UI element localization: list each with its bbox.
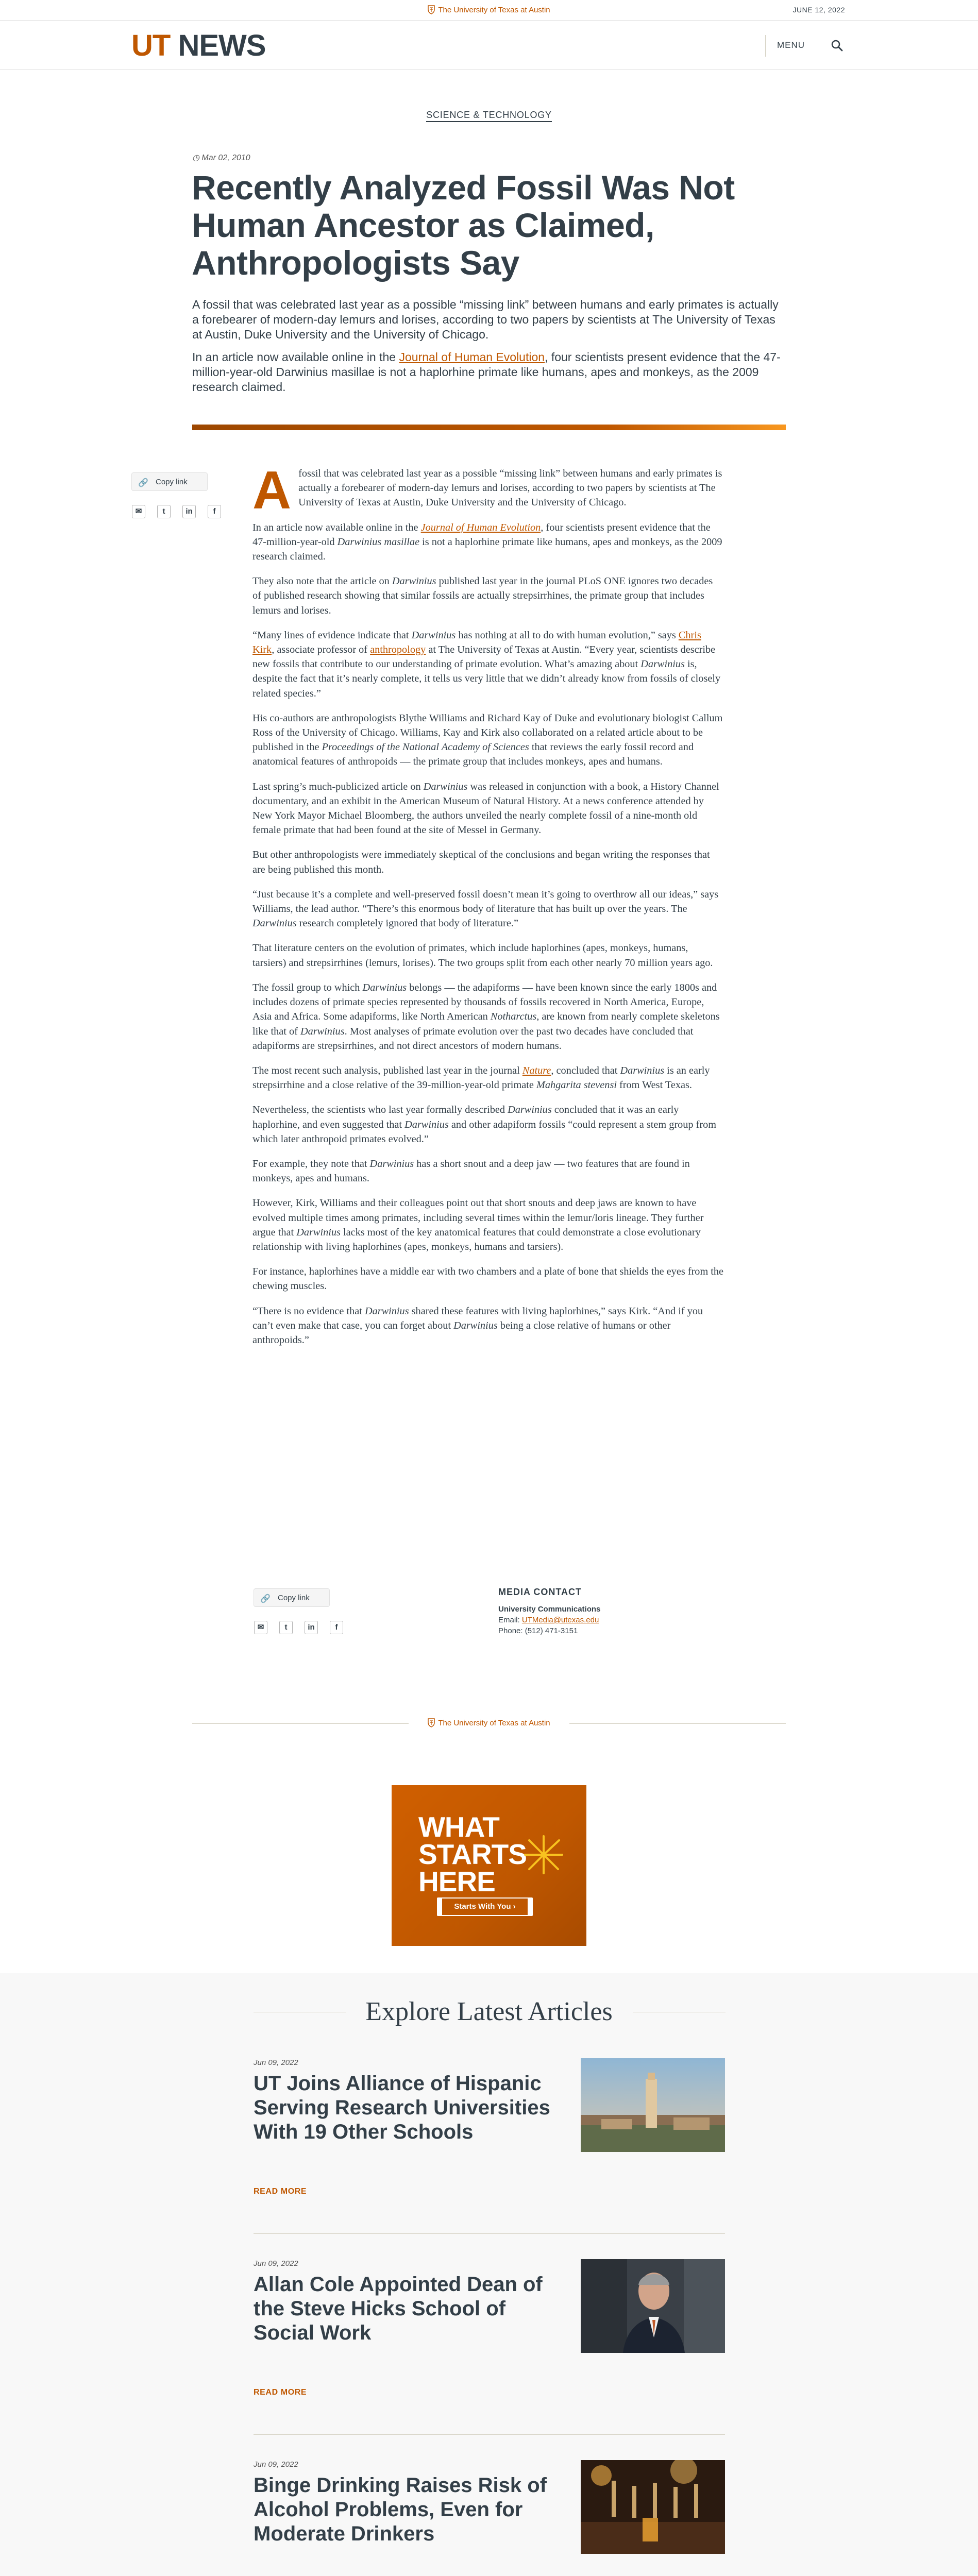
link-icon: 🔗	[260, 1595, 271, 1603]
text: from West Texas.	[616, 1079, 692, 1091]
text: , concluded that	[551, 1064, 620, 1076]
article-lede: A fossil that was celebrated last year as a possible “missing link” between humans and early primates is actually a forebearer of modern-day lemurs and lorises, according to two papers by scientists at The University of Texas at Austin, Duke University and the University of Chicago.	[192, 298, 779, 341]
body-paragraph	[252, 461, 724, 520]
ad-button[interactable]	[437, 1897, 533, 1916]
media-contact-email	[498, 1615, 715, 1625]
media-contact-phone: Phone: (512) 471-3151	[498, 1626, 578, 1635]
text: Darwinius	[620, 1064, 665, 1076]
text: Darwinius	[508, 1104, 552, 1116]
article-card[interactable]	[254, 2259, 725, 2429]
text: lacks most of the key anatomical features that could demonstrate a close evolutionary relationship with living haplorhines (apes, monkeys, humans and tarsiers).	[252, 1226, 701, 1252]
link-icon: 🔗	[138, 479, 148, 487]
text: Darwinius	[296, 1226, 341, 1238]
text: Darwinius	[392, 575, 436, 587]
body-paragraph: That literature centers on the evolution of primates, which include haplorhines (apes, monkeys, humans, tarsiers) and strepsirrhines (lemurs, lorises). The two groups split from each other nearly 70 million years ago.	[252, 942, 713, 969]
text: has nothing at all to do with human evolution,” says	[456, 629, 679, 641]
text: Darwinius	[423, 781, 468, 792]
lede-text-a: In an article now available online in the	[192, 350, 399, 364]
text: Darwinius	[369, 1158, 414, 1170]
copy-link-label: Copy link	[156, 478, 188, 486]
text: has a short snout and a deep jaw — two features that are found in monkeys, apes and humans.	[252, 1158, 690, 1184]
text: was released in conjunction with a book, a History Channel documentary, and an exhibit in the American Museum of Natural History. At a news conference attended by New York Mayor Michael Bloomberg, the authors unveiled the nearly complete fossil of a nine-month old female primate that had been found at the site of Messel in Germany.	[252, 781, 719, 836]
text: Darwinius	[453, 1319, 498, 1331]
card-date: Jun 09, 2022	[254, 2058, 298, 2067]
text: belongs — the adapiforms — have been known since the early 1800s and includes dozens of primate species represented by thousands of fossils recovered in North America, Europe, Asia and Africa. Some adapiforms, like North American	[252, 981, 717, 1023]
card-title[interactable]: Allan Cole Appointed Dean of the Steve Hicks School of Social Work	[254, 2273, 543, 2344]
card-divider	[254, 2233, 725, 2234]
card-title[interactable]: UT Joins Alliance of Hispanic Serving Research Universities With 19 Other Schools	[254, 2072, 550, 2143]
article-date	[192, 152, 250, 163]
media-contact-title: MEDIA CONTACT	[498, 1587, 582, 1597]
article-body	[252, 461, 724, 1358]
category-link[interactable]	[0, 110, 978, 121]
text: Last spring’s much-publicized article on	[252, 781, 424, 792]
text: , four scientists present evidence that the 47-million-year-old	[252, 521, 711, 548]
linkedin-share-icon[interactable]: in	[305, 1621, 318, 1634]
ad-line1: WHAT	[418, 1811, 499, 1843]
text: is an early strepsirrhine and a close relative of the 39-million-year-old primate	[252, 1064, 710, 1091]
text: , are known from nearly complete skeletons like that of	[252, 1011, 720, 1037]
portrait-image	[581, 2259, 725, 2353]
latest-heading: Explore Latest Articles	[365, 1997, 613, 2026]
body-paragraph	[252, 1304, 724, 1348]
anthropology-link[interactable]: anthropology	[370, 644, 426, 656]
body-paragraph	[252, 628, 724, 701]
text: For example, they note that	[252, 1158, 370, 1170]
twitter-share-icon[interactable]: t	[279, 1621, 293, 1634]
body-paragraph	[252, 1103, 724, 1146]
read-more-link[interactable]: READ MORE	[254, 2388, 307, 2397]
text: “Many lines of evidence indicate that	[252, 629, 412, 641]
orange-divider	[192, 425, 786, 430]
text: Darwinius	[411, 629, 456, 641]
nature-link[interactable]: Nature	[522, 1064, 551, 1076]
body-paragraph	[252, 1196, 724, 1254]
lede-text-b: , four scientists present evidence that the 47-million-year-old Darwinius masillae is not a haplorhine primate like humans, apes and monkeys, as the 2009 research claimed.	[192, 350, 781, 394]
text: Proceedings of the National Academy of Sciences	[322, 741, 529, 753]
article-date-text: Mar 02, 2010	[201, 154, 250, 162]
text: published last year in the journal PLoS ONE ignores two decades of published research showing that similar fossils are actually strepsirrhines, the primate group that includes lemurs and lorises.	[252, 575, 713, 616]
copy-link-button[interactable]	[131, 472, 208, 491]
text: being a close relative of humans or other anthropoids.”	[252, 1319, 671, 1346]
body-paragraph	[252, 1157, 724, 1185]
email-share-icon[interactable]: ✉	[254, 1621, 267, 1634]
text: and other adapiform fossils “could represent a stem group from which later anthropoid primates evolved.”	[252, 1118, 717, 1145]
body-paragraph	[252, 980, 724, 1053]
body-paragraph	[252, 574, 724, 618]
text: Mahgarita stevensi	[536, 1079, 617, 1091]
text: , associate professor of	[272, 644, 370, 656]
text: Darwinius	[252, 918, 297, 929]
text: However, Kirk, Williams and their colleagues point out that short snouts and deep jaws are known to have evolved multiple times among primates, including several times within the lemur/loris lineage. They further argue that	[252, 1197, 704, 1238]
text: Notharctus	[490, 1011, 537, 1023]
article-lede-2	[192, 350, 785, 395]
text: Darwinius	[640, 658, 685, 670]
text: Darwinius masillae	[337, 536, 420, 548]
body-paragraph: For instance, haplorhines have a middle ear with two chambers and a plate of bone that shields the eyes from the chewing muscles.	[252, 1266, 724, 1292]
text: His co-authors are anthropologists Blythe Williams and Richard Kay of Duke and evolutionary biologist Callum Ross of the University of Chicago. Williams, Kay and Kirk also collaborated on a related article about to be published in the	[252, 712, 723, 753]
header-controls	[765, 35, 848, 57]
card-title[interactable]: Binge Drinking Raises Risk of Alcohol Problems, Even for Moderate Drinkers	[254, 2474, 547, 2545]
read-more-link[interactable]: READ MORE	[254, 2187, 307, 2196]
site-header	[0, 21, 978, 70]
text: Darwinius	[364, 1305, 409, 1317]
body-paragraph	[252, 887, 724, 931]
text: concluded that it was an early haplorhine, and even suggested that	[252, 1104, 679, 1130]
university-name: The University of Texas at Austin	[438, 6, 550, 14]
text: is not a haplorhine primate like humans, apes and monkeys, as the 2009 research claimed.	[252, 536, 722, 563]
body-paragraph	[252, 1063, 724, 1092]
article-card[interactable]	[254, 2460, 725, 2576]
latest-articles-section	[0, 1973, 978, 2576]
text: . Most analyses of primate evolution over the past two decades have concluded that adapiforms are strepsirrhines, and not direct ancestors of modern humans.	[252, 1025, 694, 1052]
email-share-icon[interactable]: ✉	[132, 505, 145, 518]
media-contact	[498, 1587, 715, 1636]
text: Darwinius	[404, 1118, 449, 1130]
facebook-share-icon[interactable]: f	[208, 505, 221, 518]
text: research completely ignored that body of literature.”	[296, 918, 518, 929]
article-title: Recently Analyzed Fossil Was Not Human Ancestor as Claimed, Anthropologists Say	[192, 168, 735, 282]
card-date: Jun 09, 2022	[254, 2460, 298, 2469]
copy-link-button-bottom[interactable]	[254, 1588, 330, 1607]
starburst-icon	[523, 1834, 564, 1875]
text: is, despite the fact that it’s nearly complete, it tells us very little that we didn’t already know from fossils of closely related species.”	[252, 658, 721, 699]
bar-taps-image	[581, 2460, 725, 2554]
ad-headline	[418, 1811, 527, 1897]
text: Nevertheless, the scientists who last year formally described	[252, 1104, 508, 1116]
email-label: Email:	[498, 1616, 522, 1624]
ut-shield-icon	[428, 1718, 435, 1727]
article-card[interactable]	[254, 2058, 725, 2228]
text: fossil that was celebrated last year as a possible “missing link” between humans and early primates is actually a forebearer of modern-day lemurs and lorises, according to two papers by scientists at The University of Texas at Austin, Duke University and the University of Chicago.	[298, 468, 722, 509]
text: In an article now available online in the	[252, 521, 421, 533]
current-date: JUNE 12, 2022	[792, 6, 845, 14]
university-name: The University of Texas at Austin	[438, 1719, 550, 1727]
category-label: SCIENCE & TECHNOLOGY	[426, 110, 552, 122]
drop-cap: A	[252, 461, 292, 520]
media-contact-org: University Communications	[498, 1605, 601, 1614]
journal-link[interactable]: Journal of Human Evolution	[399, 350, 545, 364]
card-date: Jun 09, 2022	[254, 2259, 298, 2268]
body-paragraph	[252, 779, 724, 838]
ut-news-logo[interactable]	[131, 30, 265, 62]
campus-tower-image	[581, 2058, 725, 2152]
twitter-share-icon[interactable]: t	[157, 505, 171, 518]
text: The fossil group to which	[252, 981, 363, 993]
logo-news: NEWS	[178, 29, 266, 62]
text: Darwinius	[300, 1025, 345, 1037]
body-paragraph: But other anthropologists were immediately skeptical of the conclusions and began writing the responses that are being published this month.	[252, 849, 710, 875]
clock-icon: ◷	[192, 154, 199, 162]
text: They also note that the article on	[252, 575, 392, 587]
text: Darwinius	[362, 981, 407, 993]
body-paragraph	[252, 520, 724, 564]
chris-kirk-link[interactable]: Chris Kirk	[252, 629, 701, 656]
text: at The University of Texas at Austin. “Every year, scientists describe new fossils that contribute to our understanding of primate evolution. What’s amazing about	[252, 644, 716, 670]
what-starts-here-ad[interactable]	[392, 1785, 586, 1946]
linkedin-share-icon[interactable]: in	[182, 505, 196, 518]
menu-button[interactable]: MENU	[777, 40, 805, 50]
ad-line2: STARTS	[418, 1838, 527, 1870]
text: The most recent such analysis, published last year in the journal	[252, 1064, 522, 1076]
ad-line3: HERE	[418, 1866, 495, 1897]
body-paragraph	[252, 711, 724, 769]
card-divider	[254, 2434, 725, 2435]
top-bar	[0, 0, 978, 21]
text: “Just because it’s a complete and well-preserved fossil doesn’t mean it’s going to overthrow all our ideas,” says Williams, the lead author. “There’s this enormous body of literature that has built up over the years. The	[252, 888, 719, 915]
search-icon[interactable]	[831, 39, 843, 52]
ad-button-label: Starts With You ›	[442, 1899, 528, 1915]
separator-university-mark	[0, 1718, 978, 1727]
text: “There is no evidence that	[252, 1305, 365, 1317]
logo-ut: UT	[131, 29, 171, 62]
text: that reviews the early fossil record and anatomical features of anthropoids — the primate group that includes monkeys, apes and humans.	[252, 741, 694, 768]
email-link[interactable]: UTMedia@utexas.edu	[521, 1616, 599, 1624]
journal-link[interactable]: Journal of Human Evolution	[420, 521, 541, 533]
copy-link-label: Copy link	[278, 1594, 310, 1602]
text: shared these features with living haplorhines,” says Kirk. “And if you can’t even make that case, you can forget about	[252, 1305, 703, 1331]
ut-shield-icon	[428, 5, 435, 14]
facebook-share-icon[interactable]: f	[330, 1621, 343, 1634]
